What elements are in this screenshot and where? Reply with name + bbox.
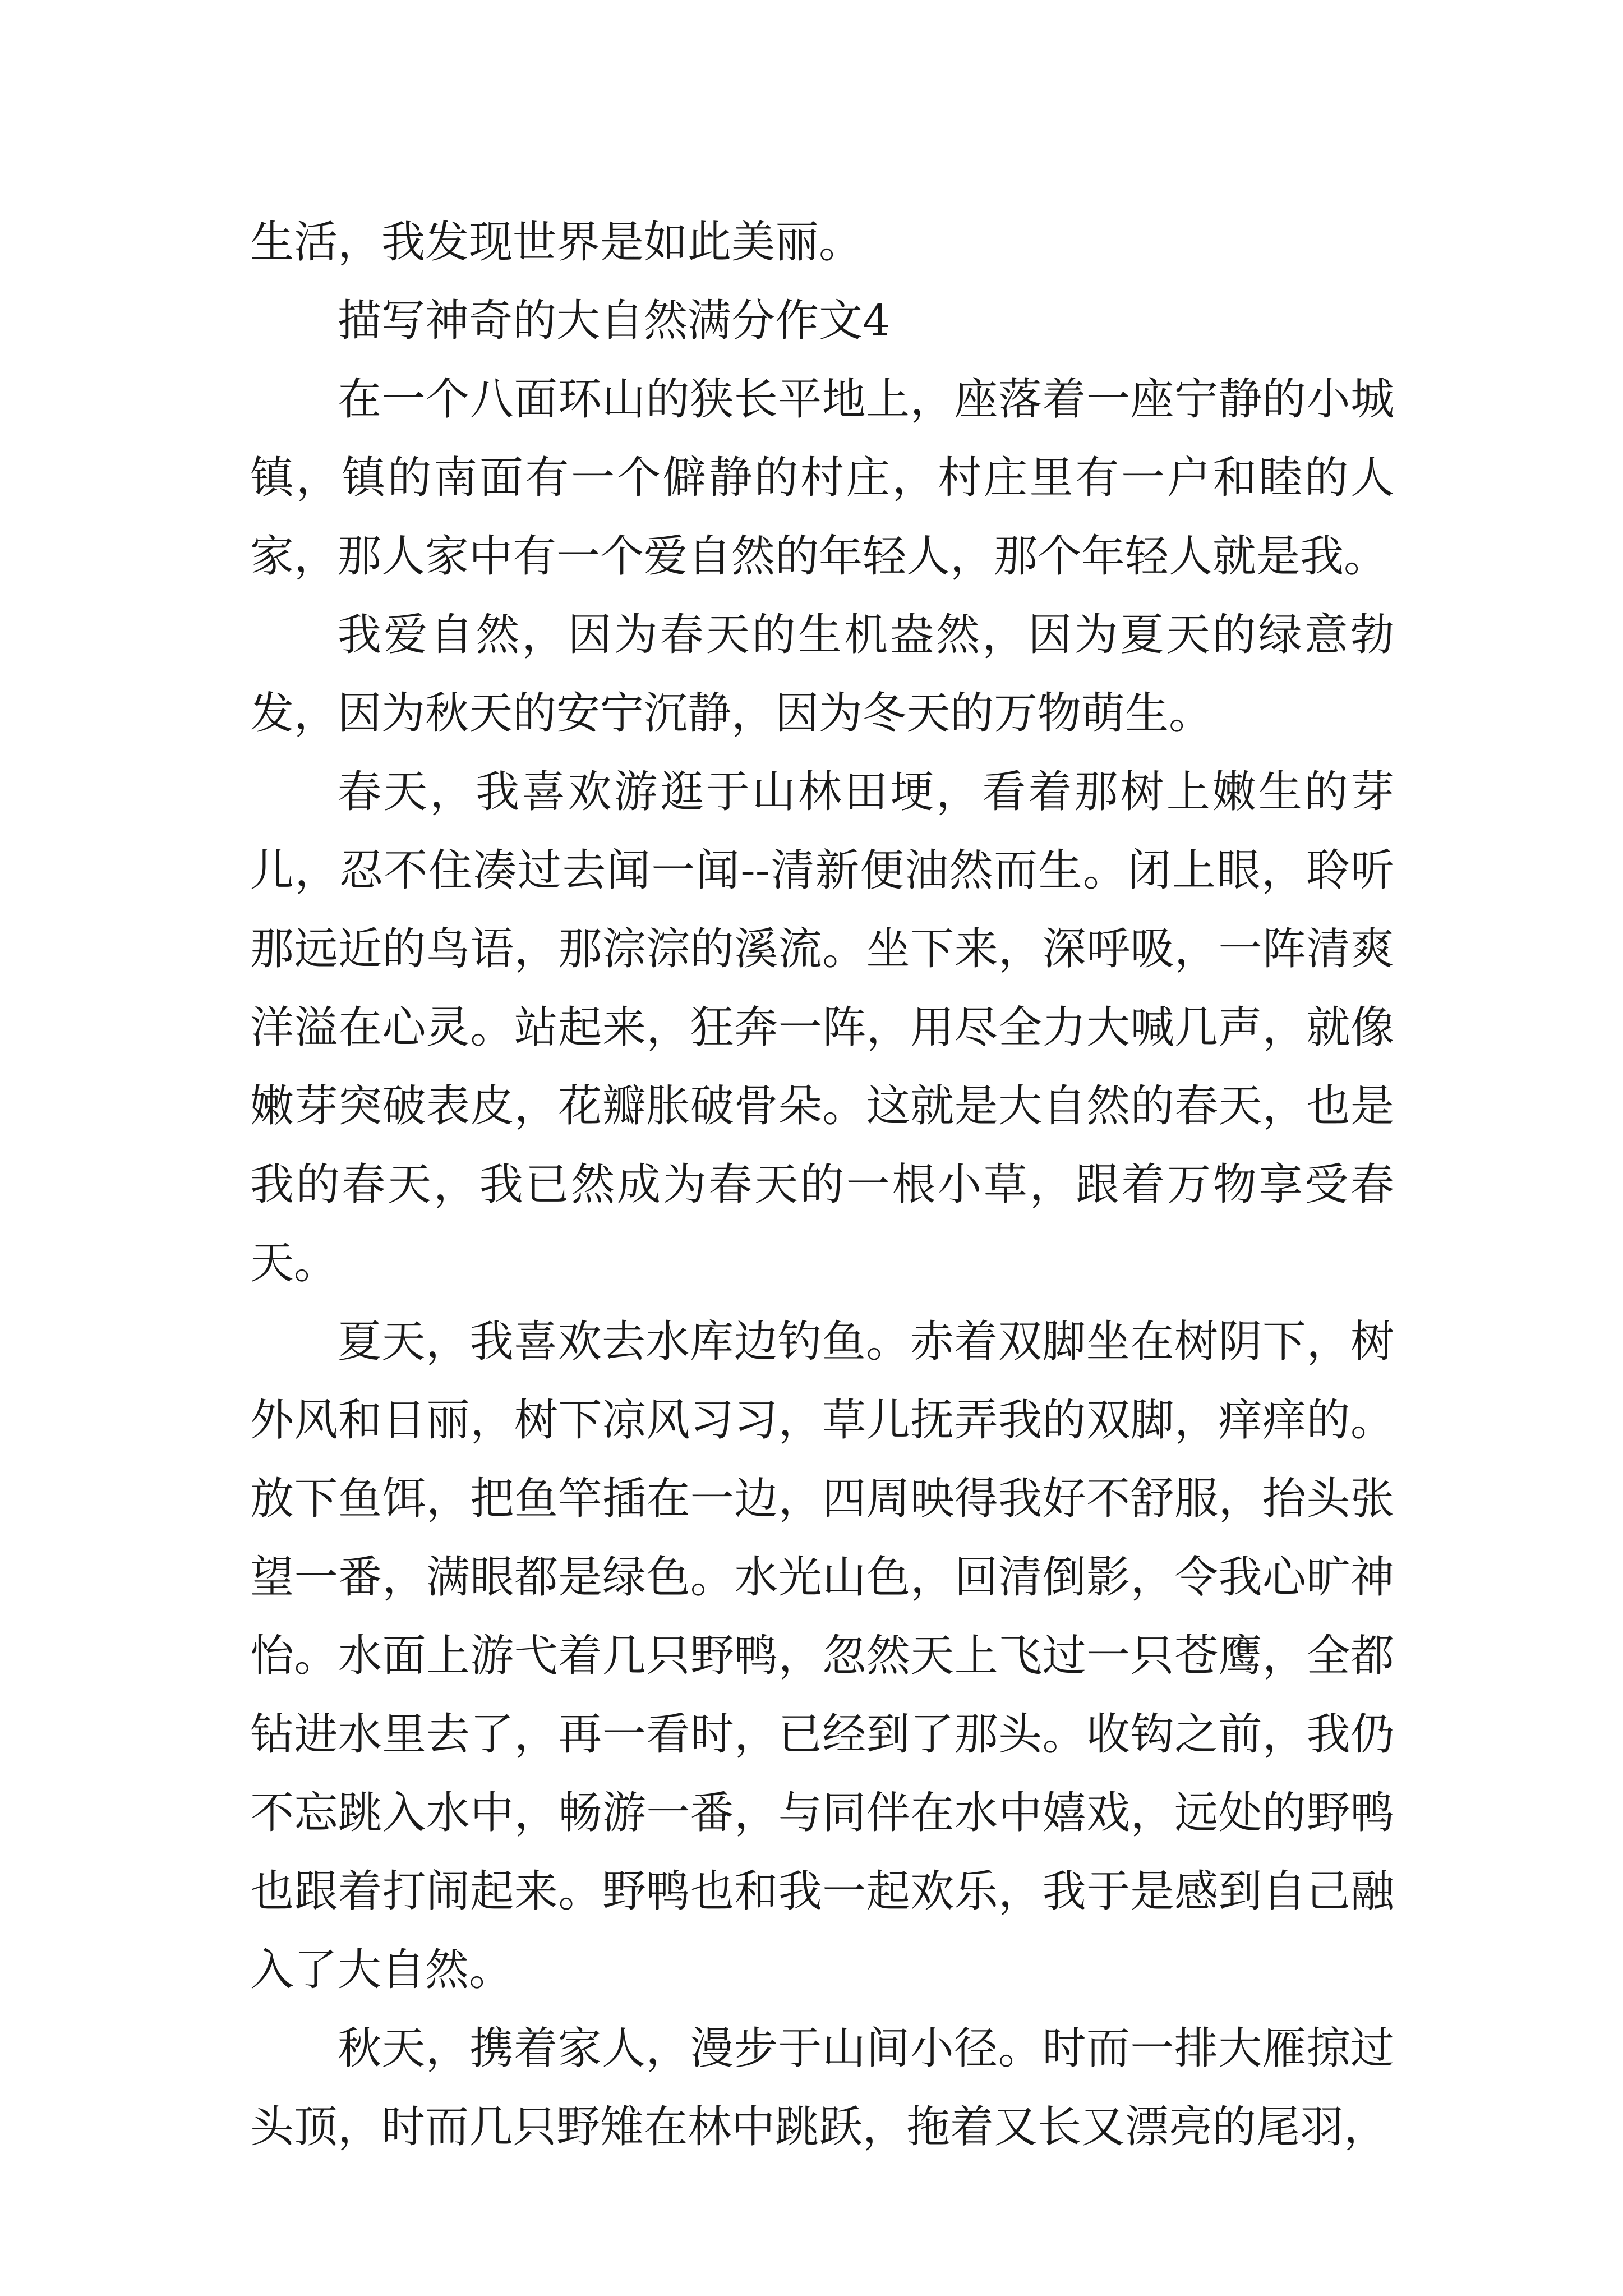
paragraph-intro: 在一个八面环山的狭长平地上，座落着一座宁静的小城镇，镇的南面有一个僻静的村庄，村庄里有一户和睦的人家，那人家中有一个爱自然的年轻人，那个年轻人就是我。 <box>250 374 1394 582</box>
paragraph-spring: 春天，我喜欢游逛于山林田埂，看着那树上嫩生的芽儿，忍不住凑过去闻一闻--清新便油然而生。闭上眼，聆听那远近的鸟语，那淙淙的溪流。坐下来，深呼吸，一阵清爽洋溢在心灵。站起来，狂奔一阵，用尽全力大喊几声，就像嫩芽突破表皮，花瓣胀破骨朵。这就是大自然的春天，也是我的春天，我已然成为春天的一根小草，跟着万物享受春天。 <box>250 767 1394 1289</box>
paragraph-summer: 夏天，我喜欢去水库边钓鱼。赤着双脚坐在树阴下，树外风和日丽，树下凉风习习，草儿抚弄我的双脚，痒痒的。放下鱼饵，把鱼竿插在一边，四周映得我好不舒服，抬头张望一番，满眼都是绿色。水光山色，回清倒影，令我心旷神怡。水面上游弋着几只野鸭，忽然天上飞过一只苍鹰，全都钻进水里去了，再一看时，已经到了那头。收钩之前，我仍不忘跳入水中，畅游一番，与同伴在水中嬉戏，远处的野鸭也跟着打闹起来。野鸭也和我一起欢乐，我于是感到自己融入了大自然。 <box>250 1317 1394 1995</box>
paragraph-autumn: 秋天，携着家人，漫步于山间小径。时而一排大雁掠过头顶，时而几只野雉在林中跳跃，拖着又长又漂亮的尾羽， <box>250 2023 1394 2152</box>
document-body <box>250 203 1394 2166</box>
paragraph-1: 生活，我发现世界是如此美丽。 <box>250 217 863 268</box>
essay-title: 描写神奇的大自然满分作文4 <box>338 296 891 346</box>
paragraph-seasons: 我爱自然，因为春天的生机盎然，因为夏天的绿意勃发，因为秋天的安宁沉静，因为冬天的万物萌生。 <box>250 610 1394 739</box>
